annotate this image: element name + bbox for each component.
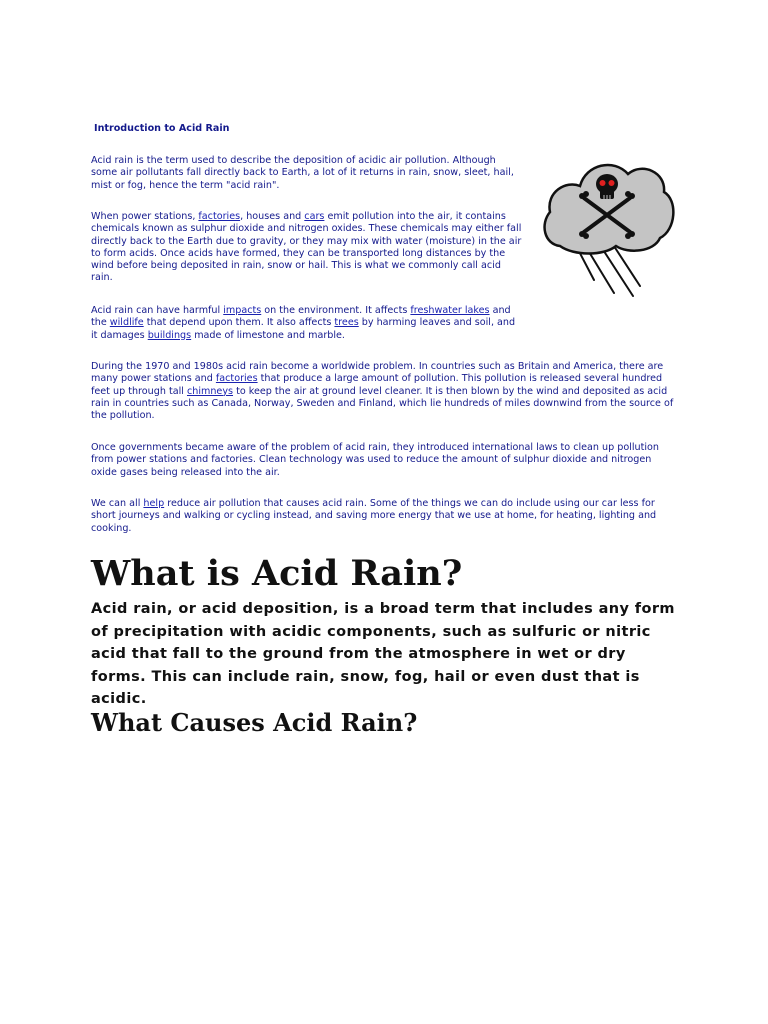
text-span: Acid rain can have harmful xyxy=(91,305,224,316)
link-factories[interactable]: factories xyxy=(198,211,241,222)
text-span: emit pollution into the air, it contains chemicals known as sulphur dioxide and nitrogen oxides. These chemicals may either fall directly back to the Earth due to gravity, or they may mix with water (moisture) in the air to form acids. Once acids have formed, they can be transported long distances by the wind before being deposited in rain, snow or hail. This is what we commonly call acid rain. xyxy=(91,211,522,284)
link-chimneys[interactable]: chimneys xyxy=(186,385,234,397)
paragraph-impacts xyxy=(91,305,523,342)
cloud-svg xyxy=(538,150,678,300)
text-span: to keep the air at ground level cleaner. It is then blown by the wind and deposited as acid rain in countries such as Canada, Norway, Sweden and Finland, which lie hundreds of miles downwind from the source of the pollution. xyxy=(91,385,674,422)
heading-what-is-acid-rain: What is Acid Rain? xyxy=(91,553,463,594)
text-span: When power stations, xyxy=(91,211,199,222)
text-span: During the 1970 and 1980s acid rain become a worldwide problem. In countries such as Britain and America, there are many power stations and xyxy=(91,361,664,385)
link-impacts[interactable]: impacts xyxy=(223,305,262,316)
what-is-acid-rain-body: Acid rain, or acid deposition, is a broad term that includes any form of precipitation with acidic components, such as sulfuric or nitric acid that fall to the ground from the atmosphere in wet or dry forms. This can include rain, snow, fog, hail or even dust that is acidic. xyxy=(91,601,675,707)
text-span: that produce a large amount of pollution. This pollution is released several hundred feet up through tall xyxy=(91,373,663,397)
link-help[interactable]: help xyxy=(143,498,165,509)
intro-title: Introduction to Acid Rain xyxy=(94,123,230,134)
link-wildlife[interactable]: wildlife xyxy=(109,317,144,329)
text-span: and the xyxy=(91,305,511,329)
text-span: by harming leaves and soil, and it damages xyxy=(91,317,516,341)
paragraph-governments: Once governments became aware of the problem of acid rain, they introduced international laws to clean up pollution from power stations and factories. Clean technology was used to reduce the amount of sulphur dioxide and nitrogen oxide gases being released into the air. xyxy=(91,442,660,478)
paragraph-history xyxy=(91,361,681,422)
link-freshwater-lakes[interactable]: freshwater lakes xyxy=(410,305,490,316)
acid-rain-cloud-skull-icon xyxy=(538,150,678,300)
link-buildings[interactable]: buildings xyxy=(147,329,192,341)
heading-what-causes-acid-rain: What Causes Acid Rain? xyxy=(91,708,418,737)
paragraph-help xyxy=(91,498,671,535)
link-factories-2[interactable]: factories xyxy=(215,373,258,385)
link-trees[interactable]: trees xyxy=(334,317,359,329)
paragraph-definition: Acid rain is the term used to describe the deposition of acidic air pollution. Although some air pollutants fall directly back to Earth, a lot of it returns in rain, snow, sleet, hail, mist or fog, hence the term "acid rain". xyxy=(91,155,514,191)
text-span: , houses and xyxy=(240,211,305,222)
text-span: made of limestone and marble. xyxy=(191,329,345,341)
text-span: on the environment. It affects xyxy=(261,305,411,316)
link-cars[interactable]: cars xyxy=(304,211,325,222)
text-span: reduce air pollution that causes acid rain. Some of the things we can do include using our car less for short journeys and walking or cycling instead, and saving more energy that we use at home, for heating, lighting and cooking. xyxy=(91,498,657,534)
text-span: that depend upon them. It also affects xyxy=(143,317,335,329)
paragraph-causes xyxy=(91,211,523,285)
text-span: We can all xyxy=(91,498,144,509)
